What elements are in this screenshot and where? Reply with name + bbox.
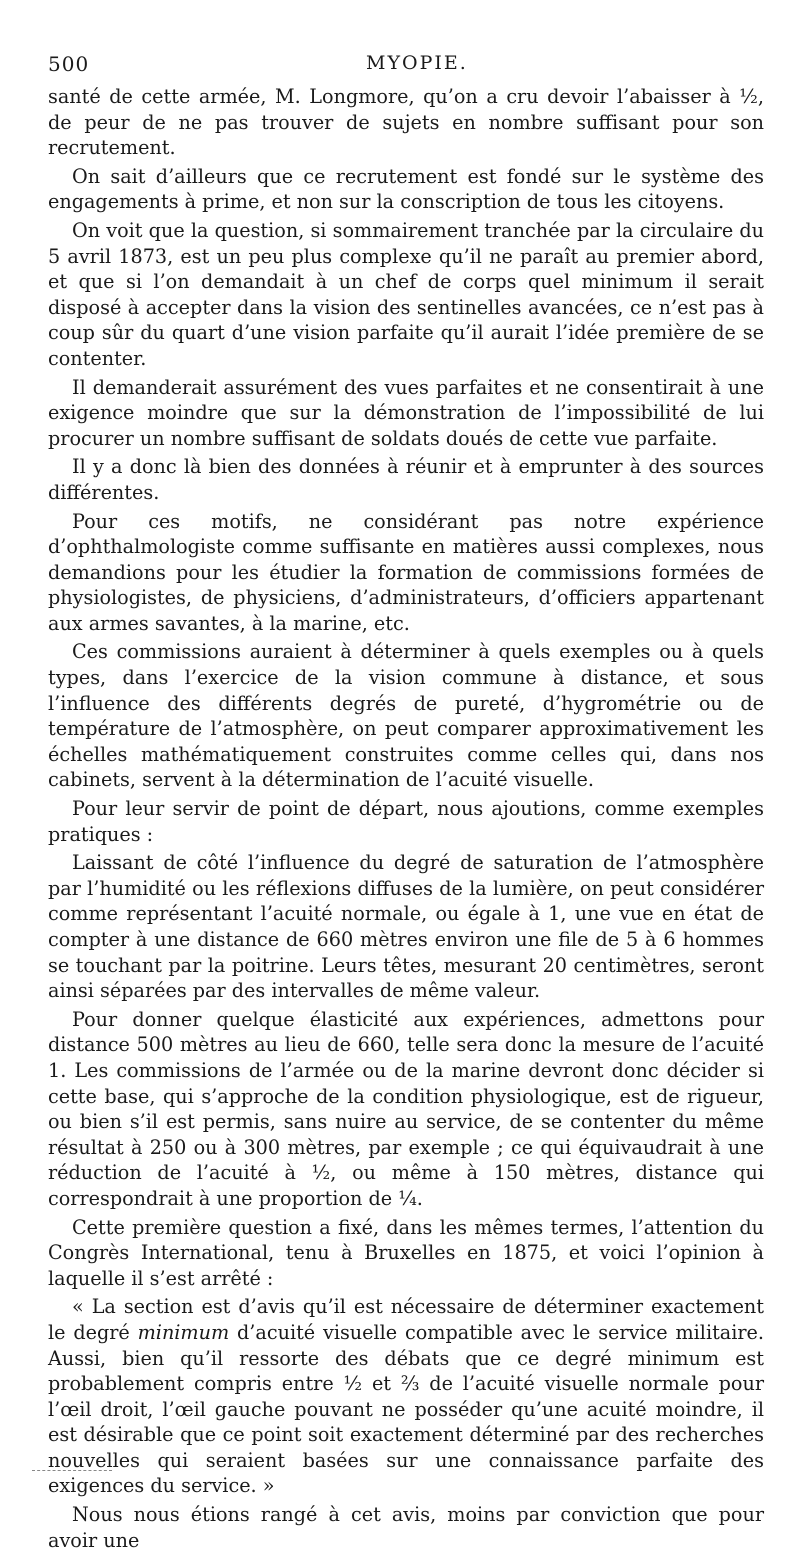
running-title: MYOPIE. [366,52,468,74]
quote-text-start: « La section est d’avis qu’il est nécessaire de déterminer exactement le degré [48,1295,764,1344]
paragraph: Pour donner quelque élasticité aux expériences, admettons pour distance 500 mètres au lieu de 660, telle sera donc la mesure de l’acuité 1. Les commissions de l’armée ou de la marine devront donc décider si cette base, qui s’approche de la condition physiologique, est de rigueur, ou bien s’il est permis, sans nuire au service, de se contenter du même résultat à 250 ou à 300 mètres, par exemple ; ce qui équivaudrait à une réduction de l’acuité à ½, ou même à 150 mètres, distance qui correspondrait à une proportion de ¼. [48,1007,764,1210]
paragraph: Il y a donc là bien des données à réunir et à emprunter à des sources différentes. [48,455,764,504]
body-text [48,84,764,1553]
book-page [48,52,764,1553]
paragraph: On sait d’ailleurs que ce recrutement est fondé sur le système des engagements à prime, et non sur la conscription de tous les citoyens. [48,164,764,214]
paragraph: Laissant de côté l’influence du degré de saturation de l’atmosphère par l’humidité ou les réflexions diffuses de la lumière, on peut considérer comme représentant l’acuité normale, ou égale à 1, une vue en état de compter à une distance de 660 mètres environ une file de 5 à 6 hommes se touchant par la poitrine. Leurs têtes, mesurant 20 centimètres, seront ainsi séparées par des intervalles de même valeur. [48,851,764,1003]
paragraph: santé de cette armée, M. Longmore, qu’on a cru devoir l’abaisser à ½, de peur de ne pas trouver de sujets en nombre suffisant pour son recrutement. [48,85,764,160]
paragraph: On voit que la question, si sommairement tranchée par la circulaire du 5 avril 1873, est un peu plus complexe qu’il ne paraît au premier abord, et que si l’on demandait à un chef de corps quel minimum il serait disposé à accepter dans la vision des sentinelles avancées, ce n’est pas à coup sûr du quart d’une vision parfaite qu’il aurait l’idée première de se contenter. [48,218,764,370]
quote-text-end: d’acuité visuelle compatible avec le service militaire. Aussi, bien qu’il ressorte des débats que ce degré minimum est probablement compris entre ½ et ⅔ de l’acuité visuelle normale pour l’œil droit, l’œil gauche pouvant ne posséder qu’une acuité moindre, il est désirable que ce point soit exactement déterminé par des recherches nouvelles qui seraient basées sur une connaissance parfaite des exigences du service. » [48,1320,764,1498]
paragraph: Pour leur servir de point de départ, nous ajoutions, comme exemples pratiques : [48,797,764,846]
paragraph-final: Nous nous étions rangé à cet avis, moins par conviction que pour avoir une [48,1503,764,1552]
paragraph: Pour ces motifs, ne considérant pas notre expérience d’ophthalmologiste comme suffisante en matières aussi complexes, nous demandions pour les étudier la formation de commissions formées de physiologistes, de physiciens, d’administrateurs, d’officiers appartenant aux armes savantes, à la marine, etc. [48,509,764,635]
quote-emphasis: minimum [137,1320,230,1344]
quotation [48,1294,764,1499]
page-number: 500 [48,52,90,76]
footer-rule [32,1470,112,1471]
paragraph: Cette première question a fixé, dans les mêmes termes, l’attention du Congrès International, tenu à Bruxelles en 1875, et voici l’opinion à laquelle il s’est arrêté : [48,1215,764,1290]
paragraph: Ces commissions auraient à déterminer à quels exemples ou à quels types, dans l’exercice de la vision commune à distance, et sous l’influence des différents degrés de pureté, d’hygrométrie ou de température de l’atmosphère, on peut comparer approximativement les échelles mathématiquement construites comme celles qui, dans nos cabinets, servent à la détermination de l’acuité visuelle. [48,640,764,792]
paragraph: Il demanderait assurément des vues parfaites et ne consentirait à une exigence moindre que sur la démonstration de l’impossibilité de lui procurer un nombre suffisant de soldats doués de cette vue parfaite. [48,375,764,450]
running-head [48,52,764,84]
